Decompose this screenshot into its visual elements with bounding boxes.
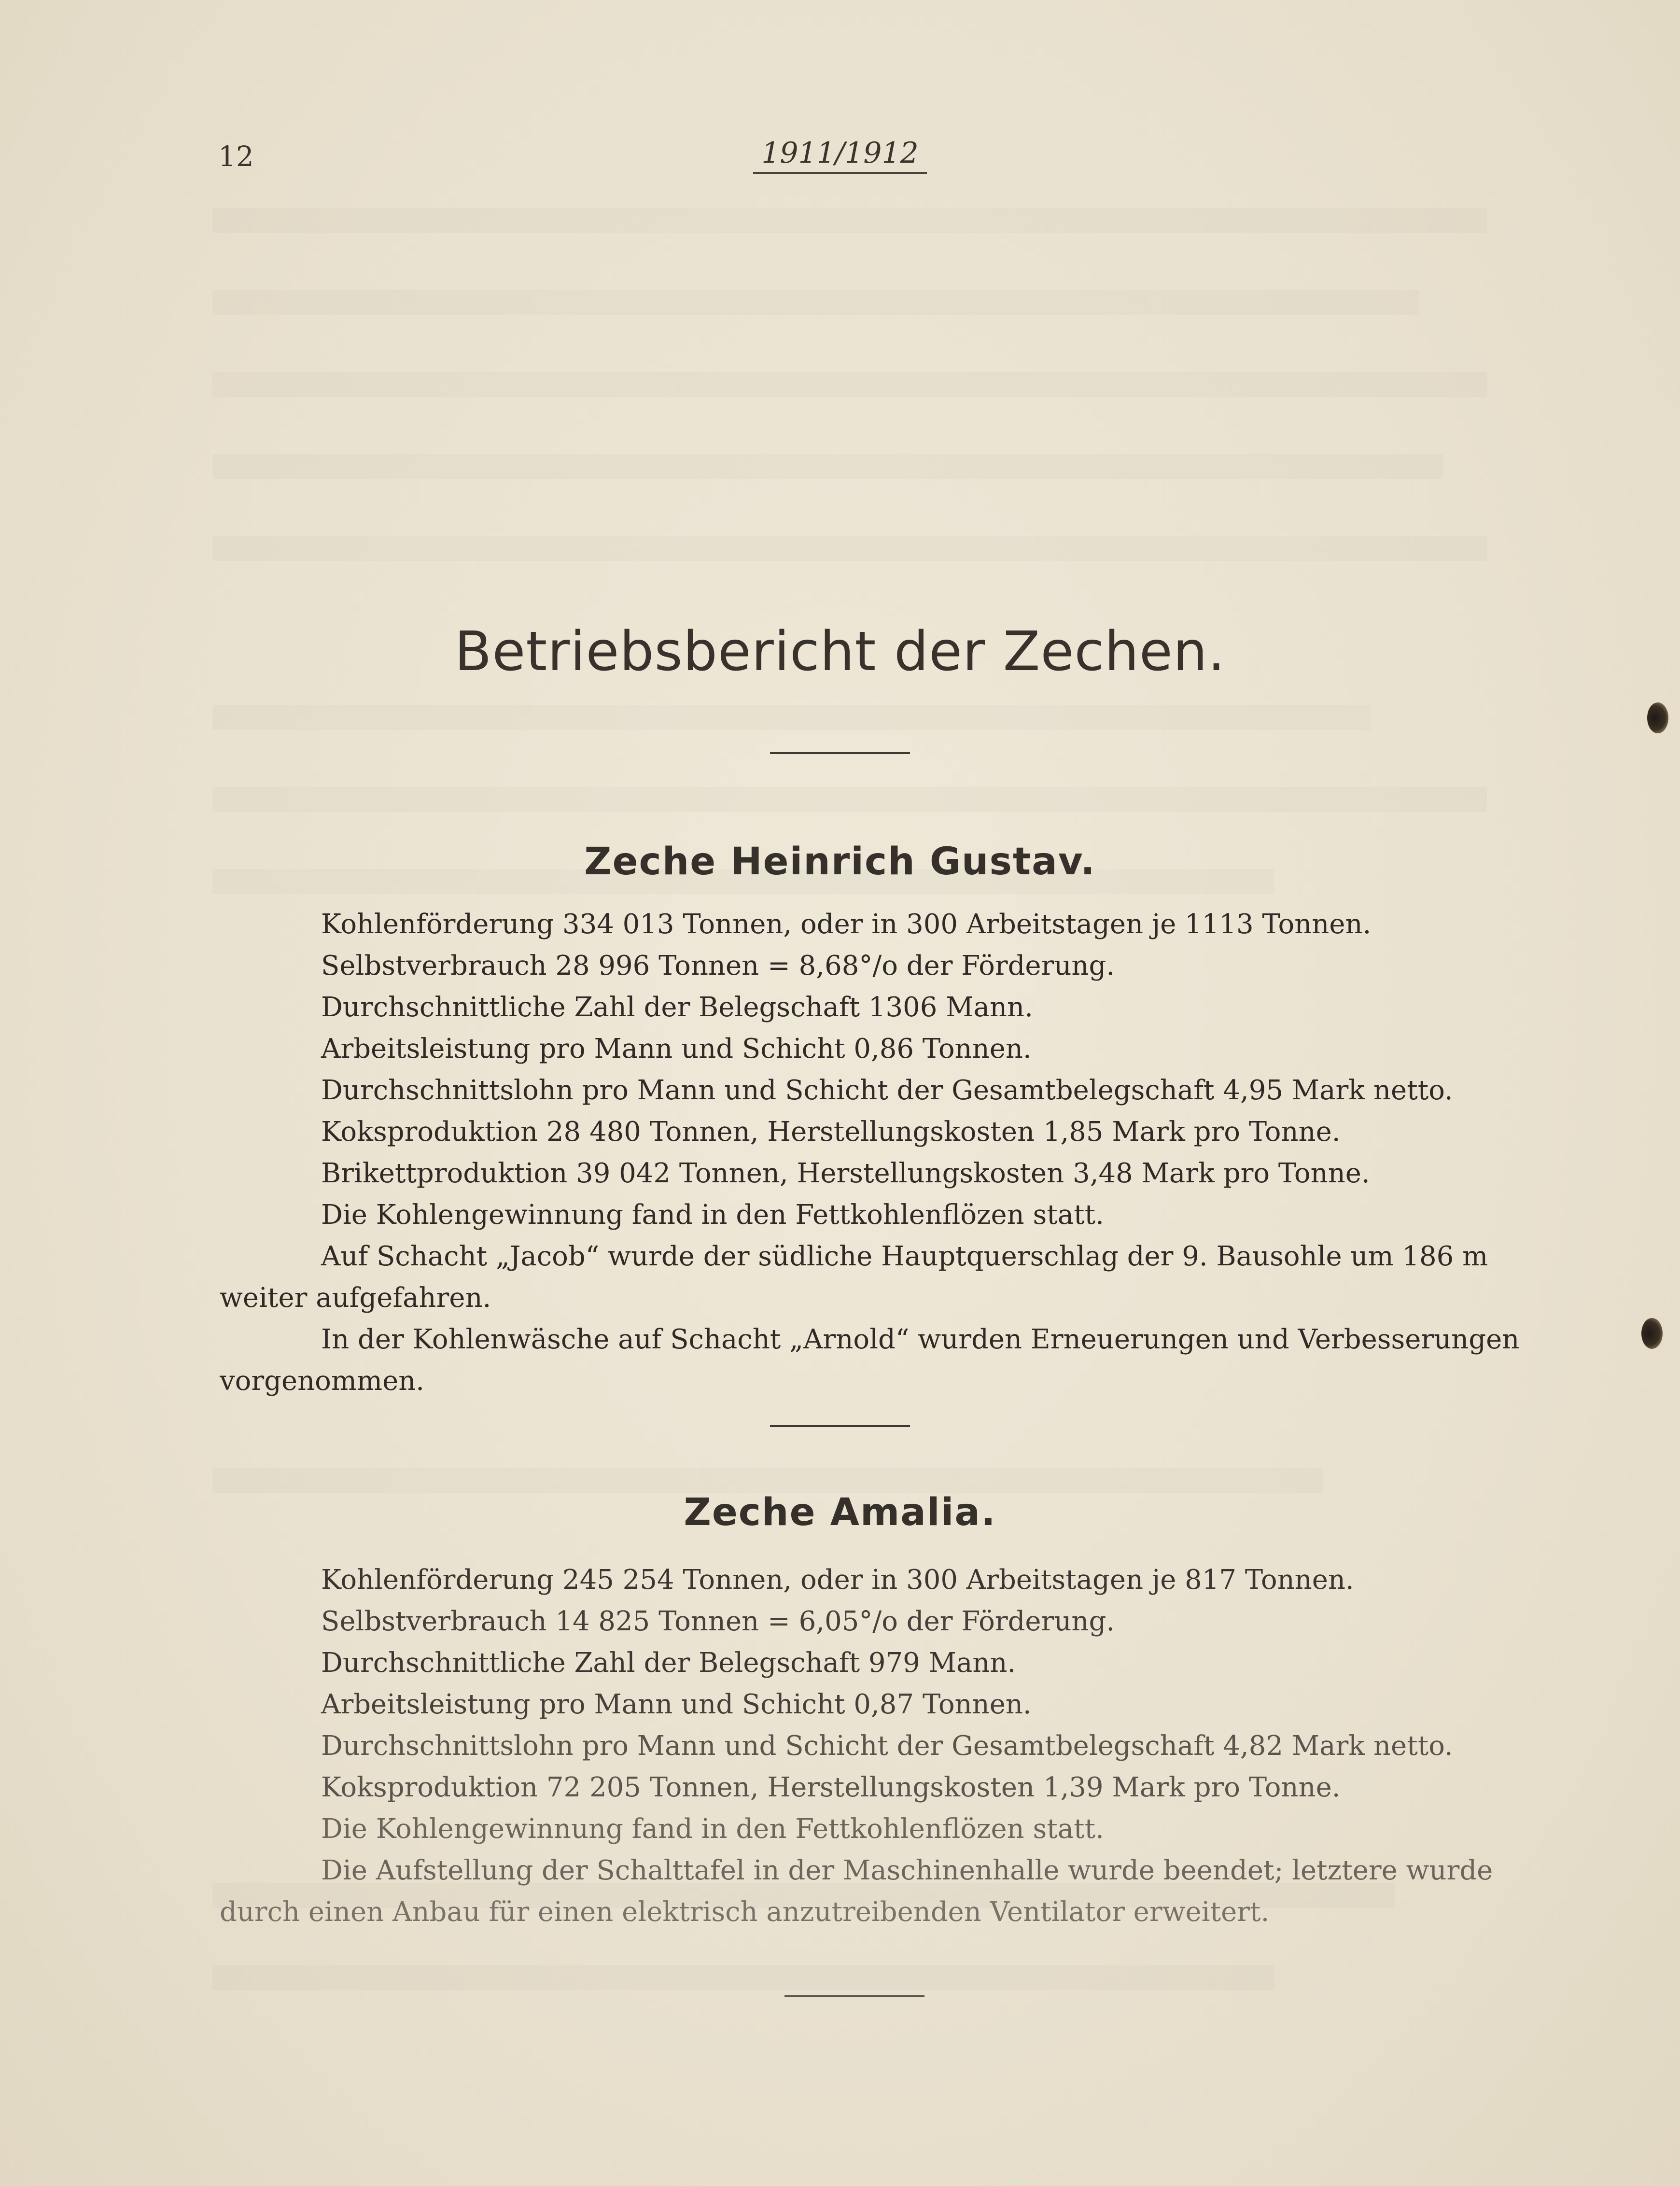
report-line: Die Kohlengewinnung fand in den Fettkohlenflözen statt.	[321, 1813, 1104, 1845]
report-line: Kohlenförderung 245 254 Tonnen, oder in 300 Arbeitstagen je 817 Tonnen.	[321, 1564, 1354, 1596]
report-line: Durchschnittslohn pro Mann und Schicht der Gesamtbelegschaft 4,82 Mark netto.	[321, 1730, 1453, 1762]
bleed-through-texture	[212, 1468, 1323, 1493]
bleed-through-texture	[212, 787, 1487, 812]
report-line: Koksproduktion 72 205 Tonnen, Herstellungskosten 1,39 Mark pro Tonne.	[321, 1772, 1341, 1803]
report-line: In der Kohlenwäsche auf Schacht „Arnold“ wurden Erneuerungen und Verbesserungen	[321, 1324, 1520, 1355]
section-title-amalia: Zeche Amalia.	[684, 1491, 996, 1534]
divider-rule	[770, 752, 910, 754]
bleed-through-texture	[212, 536, 1487, 561]
page-title: Betriebsbericht der Zechen.	[454, 620, 1226, 683]
bleed-through-texture	[212, 705, 1371, 730]
report-line: Arbeitsleistung pro Mann und Schicht 0,86 Tonnen.	[321, 1033, 1032, 1065]
bleed-through-texture	[212, 1965, 1274, 1990]
report-line: weiter aufgefahren.	[220, 1282, 491, 1314]
bleed-through-texture	[212, 290, 1419, 315]
section-body-heinrich-gustav	[220, 904, 1520, 1402]
divider-rule	[784, 1995, 924, 1997]
running-head: 1911/1912	[753, 136, 927, 174]
punch-hole	[1641, 1318, 1663, 1349]
report-line: Arbeitsleistung pro Mann und Schicht 0,87 Tonnen.	[321, 1689, 1032, 1720]
divider-rule	[770, 1425, 910, 1427]
report-line: Koksproduktion 28 480 Tonnen, Herstellungskosten 1,85 Mark pro Tonne.	[321, 1116, 1341, 1148]
punch-hole	[1647, 702, 1668, 733]
report-line: Brikettproduktion 39 042 Tonnen, Herstellungskosten 3,48 Mark pro Tonne.	[321, 1158, 1370, 1189]
report-line: Die Kohlengewinnung fand in den Fettkohlenflözen statt.	[321, 1199, 1104, 1231]
bleed-through-texture	[212, 372, 1487, 397]
report-line: durch einen Anbau für einen elektrisch anzutreibenden Ventilator erweitert.	[220, 1896, 1270, 1928]
report-line: Durchschnittliche Zahl der Belegschaft 979 Mann.	[321, 1647, 1016, 1679]
section-title-heinrich-gustav: Zeche Heinrich Gustav.	[584, 840, 1096, 883]
report-line: Durchschnittslohn pro Mann und Schicht der Gesamtbelegschaft 4,95 Mark netto.	[321, 1075, 1453, 1106]
page-number: 12	[218, 140, 254, 173]
report-line: Selbstverbrauch 14 825 Tonnen = 6,05°/o der Förderung.	[321, 1606, 1115, 1637]
bleed-through-texture	[212, 454, 1443, 479]
report-line: Durchschnittliche Zahl der Belegschaft 1306 Mann.	[321, 992, 1033, 1023]
report-line: Selbstverbrauch 28 996 Tonnen = 8,68°/o der Förderung.	[321, 950, 1115, 981]
report-line: Auf Schacht „Jacob“ wurde der südliche Hauptquerschlag der 9. Bausohle um 186 m	[321, 1241, 1488, 1272]
report-line: Die Aufstellung der Schalttafel in der Maschinenhalle wurde beendet; letztere wurde	[321, 1855, 1493, 1886]
report-line: vorgenommen.	[220, 1365, 425, 1397]
section-body-amalia	[220, 1559, 1493, 1933]
report-line: Kohlenförderung 334 013 Tonnen, oder in 300 Arbeitstagen je 1113 Tonnen.	[321, 909, 1372, 940]
bleed-through-texture	[212, 208, 1487, 233]
